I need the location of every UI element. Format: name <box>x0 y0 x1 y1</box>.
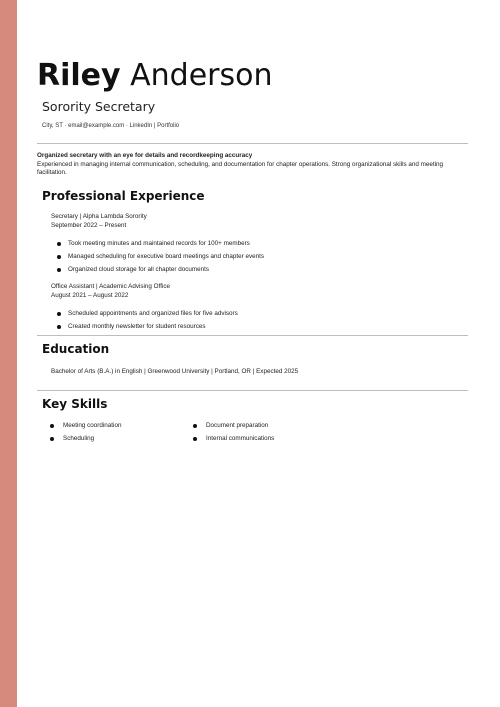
education-entry: Bachelor of Arts (B.A.) in English | Greenwood University | Portland, OR | Expected 2025 <box>51 368 299 375</box>
header-divider <box>37 143 468 144</box>
summary-block <box>37 152 468 178</box>
list-item: Managed scheduling for executive board meetings and chapter events <box>55 252 264 265</box>
section-divider <box>37 335 468 336</box>
education-section-title: Education <box>42 342 110 356</box>
section-divider <box>37 390 468 391</box>
summary-body: Experienced in managing internal communication, scheduling, and documentation for chapter operations. Strong organizational skills and meeting facilitation. <box>37 160 444 176</box>
candidate-name <box>37 58 273 94</box>
list-item: Internal communications <box>193 434 274 447</box>
job-title: Secretary | Alpha Lambda Sorority <box>51 213 147 220</box>
list-item: Document preparation <box>193 421 274 434</box>
experience-section-title: Professional Experience <box>42 189 205 203</box>
list-item: Organized cloud storage for all chapter documents <box>55 265 264 278</box>
last-name: Anderson <box>130 58 273 93</box>
skills-column-right <box>193 421 274 447</box>
job-title: Office Assistant | Academic Advising Office <box>51 283 171 290</box>
list-item: Took meeting minutes and maintained records for 100+ members <box>55 239 264 252</box>
list-item: Created monthly newsletter for student resources <box>55 322 238 335</box>
accent-sidebar <box>0 0 17 707</box>
first-name: Riley <box>37 58 121 93</box>
job-dates: August 2021 – August 2022 <box>51 292 129 299</box>
list-item: Scheduled appointments and organized files for five advisors <box>55 309 238 322</box>
list-item: Meeting coordination <box>50 421 121 434</box>
skills-section-title: Key Skills <box>42 397 108 411</box>
job-bullets <box>55 239 264 278</box>
job-dates: September 2022 – Present <box>51 222 127 229</box>
job-bullets <box>55 309 238 335</box>
summary-headline: Organized secretary with an eye for details and recordkeeping accuracy <box>37 152 253 159</box>
contact-line: City, ST · email@example.com · LinkedIn | Portfolio <box>42 123 180 129</box>
job-role: Sorority Secretary <box>42 99 156 114</box>
skills-column-left <box>50 421 121 447</box>
list-item: Scheduling <box>50 434 121 447</box>
